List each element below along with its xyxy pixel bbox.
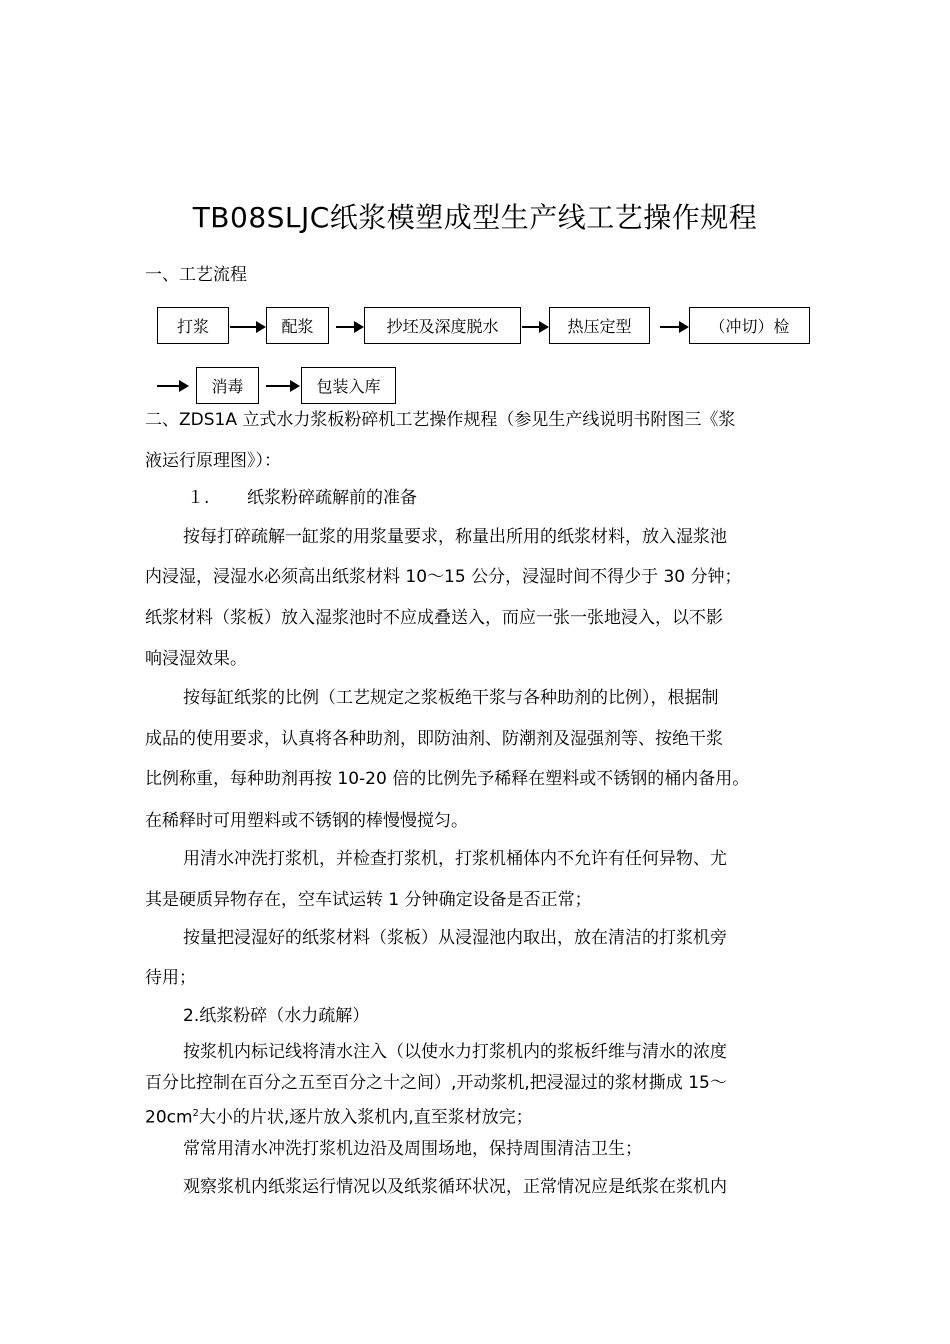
unit-value: 20cm xyxy=(145,1107,193,1128)
body-line: 纸浆材料（浆板）放入湿浆池时不应成叠送入，而应一张一张地浸入，以不影 xyxy=(145,608,723,628)
body-line: 在稀释时可用塑料或不锈钢的棒慢慢搅匀。 xyxy=(145,811,468,831)
flow-step-hot-press: 热压定型 xyxy=(549,307,650,344)
flow-arrow xyxy=(266,385,298,387)
flow-step-forming: 抄坯及深度脱水 xyxy=(364,307,521,344)
body-line: 常常用清水冲洗打浆机边沿及周围场地，保持周围清洁卫生； xyxy=(183,1139,642,1159)
body-line: 观察浆机内纸浆运行情况以及纸浆循环状况，正常情况应是纸浆在浆机内 xyxy=(183,1177,727,1197)
section1-heading: 一、工艺流程 xyxy=(145,265,247,285)
body-line: 待用； xyxy=(145,968,196,988)
body-line: 响浸湿效果。 xyxy=(145,649,247,669)
body-line: 按量把浸湿好的纸浆材料（浆板）从浸湿池内取出，放在清洁的打浆机旁 xyxy=(183,928,727,948)
flow-step-disinfection: 消毒 xyxy=(196,367,259,404)
flow-arrow xyxy=(230,326,264,328)
flow-step-beating: 打浆 xyxy=(157,307,229,344)
flow-arrow xyxy=(157,385,187,387)
flow-step-inspection: （冲切）检 xyxy=(689,307,810,344)
sub2-heading: 2.纸浆粉碎（水力疏解） xyxy=(183,1006,370,1026)
body-line: 按每打碎疏解一缸浆的用浆量要求，称量出所用的纸浆材料，放入湿浆池 xyxy=(183,527,727,547)
flow-step-packaging: 包装入库 xyxy=(301,367,396,404)
page-title: TB08SLJC纸浆模塑成型生产线工艺操作规程 xyxy=(192,201,758,234)
flow-arrow xyxy=(336,326,362,328)
body-line: 百分比控制在百分之五至百分之十之间）,开动浆机,把浸湿过的浆材撕成 15～ xyxy=(145,1073,727,1093)
body-line: 成品的使用要求，认真将各种助剂，即防油剂、防潮剂及湿强剂等、按绝干浆 xyxy=(145,729,723,749)
body-line: 比例称重，每种助剂再按 10-20 倍的比例先予稀释在塑料或不锈钢的桶内备用。 xyxy=(145,769,750,789)
section2-heading-line1: 二、ZDS1A 立式水力浆板粉碎机工艺操作规程（参见生产线说明书附图三《浆 xyxy=(145,410,736,430)
body-line: 内浸湿，浸湿水必须高出纸浆材料 10～15 公分，浸湿时间不得少于 30 分钟； xyxy=(145,567,742,587)
section2-heading-line2: 液运行原理图》）： xyxy=(145,451,281,471)
unit-superscript: 2 xyxy=(192,1108,199,1119)
body-line: 用清水冲洗打浆机，并检查打浆机，打浆机桶体内不允许有任何异物、尤 xyxy=(183,849,727,869)
body-line-with-unit xyxy=(145,1104,533,1128)
body-line-text: 大小的片状,逐片放入浆机内,直至浆材放完； xyxy=(198,1107,533,1128)
flow-arrow xyxy=(522,326,547,328)
flow-step-mixing: 配浆 xyxy=(266,307,329,344)
sub1-number: １. xyxy=(187,488,210,508)
sub1-label: 纸浆粉碎疏解前的准备 xyxy=(247,488,417,508)
flow-arrow xyxy=(660,326,687,328)
body-line: 其是硬质异物存在，空车试运转 1 分钟确定设备是否正常； xyxy=(145,890,592,910)
body-line: 按每缸纸浆的比例（工艺规定之浆板绝干浆与各种助剂的比例），根据制 xyxy=(183,688,719,708)
body-line: 按浆机内标记线将清水注入（以使水力打浆机内的浆板纤维与清水的浓度 xyxy=(183,1042,727,1062)
